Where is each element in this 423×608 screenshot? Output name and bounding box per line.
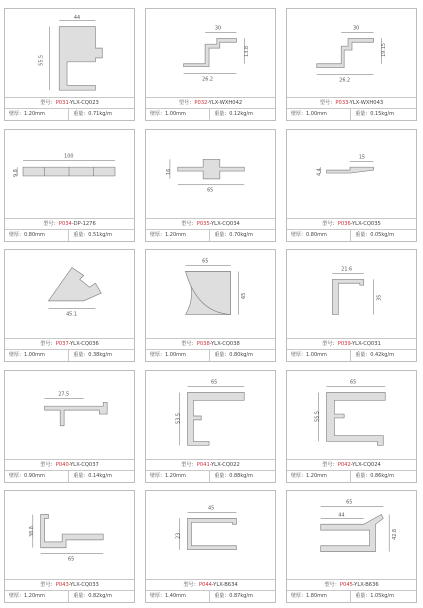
dim-label: 19.15 bbox=[381, 42, 388, 57]
product-card-p040[interactable] bbox=[4, 370, 135, 483]
dim-label: 65 bbox=[202, 258, 209, 265]
profile-drawing bbox=[287, 130, 416, 219]
spec-row: 壁厚：1.00mm 重量：0.12kg/m bbox=[146, 108, 275, 120]
thickness-value: 0.90mm bbox=[24, 473, 45, 479]
profile-drawing bbox=[146, 491, 275, 580]
spec-row: 壁厚：1.00mm 重量：0.80kg/m bbox=[146, 349, 275, 361]
weight-value: 0.42kg/m bbox=[370, 352, 394, 358]
weight-value: 0.05kg/m bbox=[370, 232, 394, 238]
dim-label: 15 bbox=[358, 154, 366, 161]
dim-label: 27.5 bbox=[58, 391, 70, 398]
dim-label: 30 bbox=[214, 25, 222, 32]
profile-drawing bbox=[5, 130, 134, 219]
model-line: 型号：P043-YLX-CQ033 bbox=[5, 579, 134, 591]
profile-drawing bbox=[146, 9, 275, 98]
thickness-value: 0.80mm bbox=[24, 232, 45, 238]
weight-value: 0.88kg/m bbox=[229, 473, 253, 479]
spec-row: 壁厚：1.20mm 重量：0.86kg/m bbox=[287, 470, 416, 482]
dim-label: 23 bbox=[175, 532, 182, 539]
dim-label: 42.8 bbox=[392, 529, 398, 540]
model-line: 型号：P039-YLX-CQ031 bbox=[287, 338, 416, 350]
dim-label: 65 bbox=[346, 499, 353, 506]
thickness-value: 1.00mm bbox=[24, 352, 45, 358]
product-card-p031[interactable] bbox=[4, 8, 135, 121]
profile-drawing bbox=[287, 491, 416, 580]
model-line: 型号：P037-YLX-CQ036 bbox=[5, 338, 134, 350]
dim-label: 44 bbox=[338, 512, 345, 519]
dim-label: 4.4 bbox=[316, 168, 323, 176]
model-line: 型号：P038-YLX-CQ038 bbox=[146, 338, 275, 350]
product-card-p032[interactable] bbox=[145, 8, 276, 121]
dim-label: 65 bbox=[207, 187, 214, 194]
dim-label: 65 bbox=[210, 379, 218, 386]
weight-value: 0.70kg/m bbox=[229, 232, 253, 238]
profile-drawing bbox=[287, 9, 416, 98]
product-card-p033[interactable] bbox=[286, 8, 417, 121]
model-line: 型号：P033-YLX-WXH043 bbox=[287, 97, 416, 109]
thickness-value: 1.20mm bbox=[24, 111, 45, 117]
thickness-value: 1.00mm bbox=[306, 111, 327, 117]
thickness-value: 1.00mm bbox=[165, 111, 186, 117]
model-line: 型号：P045-YLX-B636 bbox=[287, 579, 416, 591]
model-line: 型号：P040-YLX-CQ037 bbox=[5, 459, 134, 471]
dim-label: 13.8 bbox=[244, 46, 251, 57]
model-line: 型号：P034-DP-1276 bbox=[5, 218, 134, 230]
product-card-p034[interactable] bbox=[4, 129, 135, 242]
product-card-p037[interactable] bbox=[4, 249, 135, 362]
thickness-value: 1.20mm bbox=[165, 473, 186, 479]
thickness-value: 1.20mm bbox=[24, 593, 45, 599]
thickness-value: 1.80mm bbox=[306, 593, 327, 599]
product-card-p035[interactable] bbox=[145, 129, 276, 242]
dim-label: 21.6 bbox=[341, 266, 353, 273]
dim-label: 55.5 bbox=[314, 410, 321, 422]
dim-label: 44 bbox=[73, 14, 81, 21]
profile-drawing bbox=[5, 250, 134, 339]
profile-drawing bbox=[5, 9, 134, 98]
model-line: 型号：P041-YLX-CQ022 bbox=[146, 459, 275, 471]
spec-row: 壁厚：0.80mm 重量：0.05kg/m bbox=[287, 229, 416, 241]
dim-label: 45 bbox=[208, 505, 215, 512]
profile-drawing bbox=[287, 371, 416, 460]
dim-label: 26.2 bbox=[339, 77, 351, 84]
thickness-value: 1.20mm bbox=[306, 473, 327, 479]
profile-drawing bbox=[5, 371, 134, 460]
product-card-p041[interactable] bbox=[145, 370, 276, 483]
model-line: 型号：P042-YLX-CQ024 bbox=[287, 459, 416, 471]
spec-row: 壁厚：1.20mm 重量：0.71kg/m bbox=[5, 108, 134, 120]
thickness-value: 0.80mm bbox=[306, 232, 327, 238]
dim-label: 55.5 bbox=[38, 54, 45, 66]
dim-label: 38.8 bbox=[28, 526, 35, 537]
thickness-value: 1.20mm bbox=[165, 232, 186, 238]
weight-value: 0.38kg/m bbox=[88, 352, 112, 358]
profile-drawing bbox=[287, 250, 416, 339]
dim-label: 9.8 bbox=[13, 169, 20, 177]
weight-value: 0.71kg/m bbox=[88, 111, 112, 117]
model-line: 型号：P044-YLX-B634 bbox=[146, 579, 275, 591]
profile-drawing bbox=[146, 130, 275, 219]
dim-label: 16 bbox=[165, 168, 172, 175]
product-card-p042[interactable] bbox=[286, 370, 417, 483]
spec-row: 壁厚：1.00mm 重量：0.38kg/m bbox=[5, 349, 134, 361]
spec-row: 壁厚：0.90mm 重量：0.14kg/m bbox=[5, 470, 134, 482]
thickness-value: 1.40mm bbox=[165, 593, 186, 599]
weight-value: 0.80kg/m bbox=[229, 352, 253, 358]
dim-label: 65 bbox=[241, 292, 248, 299]
weight-value: 1.05kg/m bbox=[370, 593, 394, 599]
model-line: 型号：P032-YLX-WXH042 bbox=[146, 97, 275, 109]
thickness-value: 1.00mm bbox=[306, 352, 327, 358]
spec-row: 壁厚：1.00mm 重量：0.15kg/m bbox=[287, 108, 416, 120]
model-line: 型号：P035-YLX-CQ034 bbox=[146, 218, 275, 230]
spec-row: 壁厚：0.80mm 重量：0.51kg/m bbox=[5, 229, 134, 241]
weight-value: 0.86kg/m bbox=[370, 473, 394, 479]
thickness-value: 1.00mm bbox=[165, 352, 186, 358]
dim-label: 26.2 bbox=[202, 76, 214, 83]
weight-value: 0.82kg/m bbox=[88, 593, 112, 599]
product-card-p043[interactable] bbox=[4, 490, 135, 603]
dim-label: 65 bbox=[350, 379, 357, 386]
product-card-p039[interactable] bbox=[286, 249, 417, 362]
spec-row: 壁厚：1.00mm 重量：0.42kg/m bbox=[287, 349, 416, 361]
weight-value: 0.51kg/m bbox=[88, 232, 112, 238]
profile-drawing bbox=[146, 250, 275, 339]
dim-label: 30 bbox=[352, 25, 360, 32]
product-card-p038[interactable] bbox=[145, 249, 276, 362]
dim-label: 45.1 bbox=[66, 311, 77, 318]
spec-row: 壁厚：1.20mm 重量：0.70kg/m bbox=[146, 229, 275, 241]
spec-row: 壁厚：1.80mm 重量：1.05kg/m bbox=[287, 590, 416, 602]
dim-label: 53.5 bbox=[175, 412, 182, 424]
dim-label: 35 bbox=[376, 294, 383, 301]
product-card-p036[interactable] bbox=[286, 129, 417, 242]
weight-value: 0.12kg/m bbox=[229, 111, 253, 117]
spec-row: 壁厚：1.40mm 重量：0.87kg/m bbox=[146, 590, 275, 602]
spec-row: 壁厚：1.20mm 重量：0.88kg/m bbox=[146, 470, 275, 482]
model-line: 型号：P036-YLX-CQ035 bbox=[287, 218, 416, 230]
weight-value: 0.87kg/m bbox=[229, 593, 253, 599]
model-line: 型号：P031-YLX-CQ023 bbox=[5, 97, 134, 109]
weight-value: 0.15kg/m bbox=[370, 111, 394, 117]
product-card-p045[interactable] bbox=[286, 490, 417, 603]
profile-drawing bbox=[146, 371, 275, 460]
profile-drawing bbox=[5, 491, 134, 580]
dim-label: 65 bbox=[68, 556, 75, 563]
product-card-p044[interactable] bbox=[145, 490, 276, 603]
dim-label: 100 bbox=[64, 153, 74, 160]
weight-value: 0.14kg/m bbox=[88, 473, 112, 479]
spec-row: 壁厚：1.20mm 重量：0.82kg/m bbox=[5, 590, 134, 602]
